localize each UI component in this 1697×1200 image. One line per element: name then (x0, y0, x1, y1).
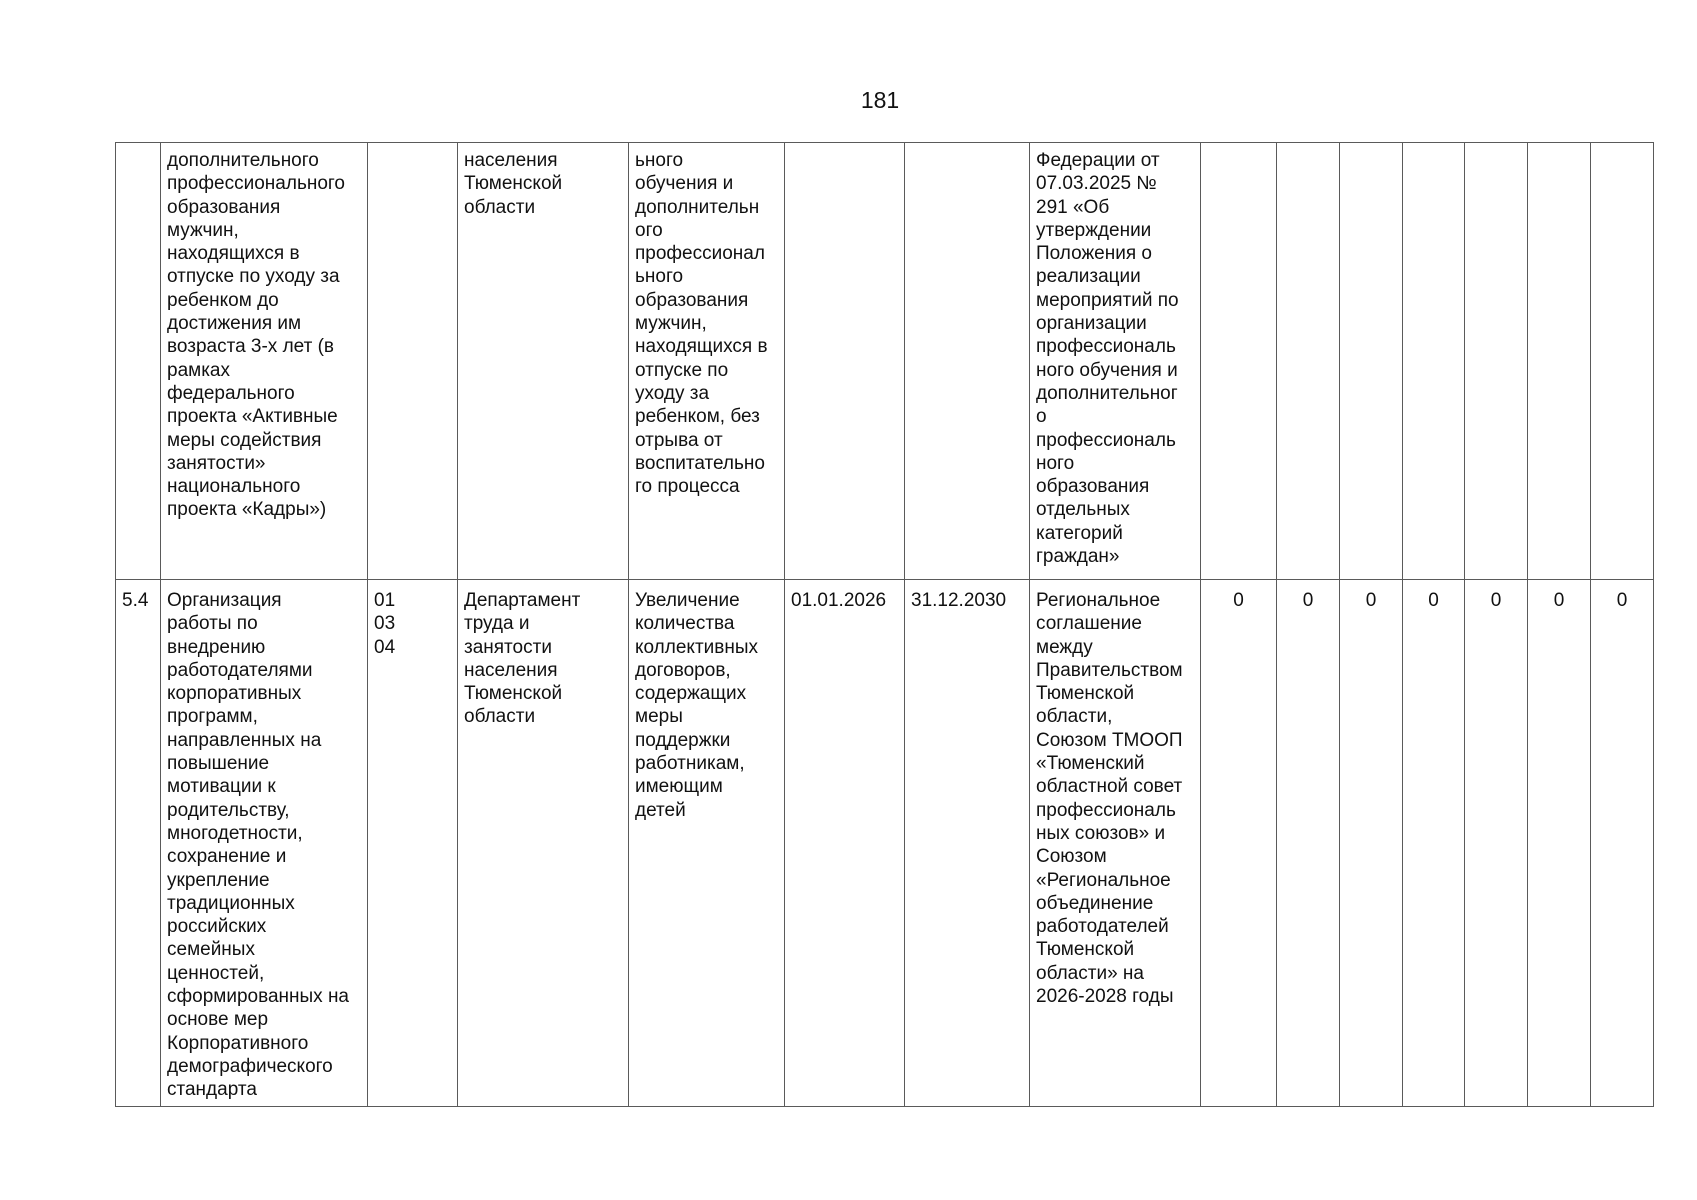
cell-start-date (785, 143, 905, 580)
cell-value: 0 (1465, 580, 1528, 1107)
cell-text-line: традиционных (167, 892, 295, 914)
cell-text-line: воспитательно (635, 452, 765, 474)
cell-text-line: организации (1036, 313, 1147, 335)
cell-text-line: областной совет (1036, 776, 1183, 798)
cell-text-line: населения (464, 659, 558, 681)
cell-text-line: 01 (374, 590, 396, 611)
cell-text-line: ных союзов» и (1036, 822, 1166, 844)
cell-text-line: соглашение (1036, 613, 1142, 635)
cell-text-line: Тюменской (464, 683, 563, 705)
cell-text-line: ного (1036, 452, 1075, 474)
cell-end-date: 31.12.2030 (905, 580, 1030, 1107)
cell-text-line: «Региональное (1036, 869, 1171, 891)
cell-text-line: работодателями (167, 659, 313, 681)
cell-text-line: Увеличение (635, 590, 740, 611)
cell-text-line: отрыва от (635, 429, 723, 451)
cell-text-line: труда и (464, 613, 530, 635)
cell-text-line: обучения и (635, 173, 734, 195)
cell-text-line: области, (1036, 706, 1113, 728)
cell-text-line: 2026-2028 годы (1036, 986, 1174, 1008)
cell-text-line: образования (1036, 476, 1150, 498)
cell-text-line: профессиональ (1036, 429, 1176, 451)
cell-text-line: профессиональ (1036, 799, 1176, 821)
cell-text-line: национального (167, 476, 301, 498)
cell-text-line: населения (464, 150, 558, 171)
cell-expected-result (629, 580, 785, 1107)
cell-text-line: находящихся в (167, 243, 300, 265)
cell-text-line: области» на (1036, 962, 1144, 984)
cell-text-line: количества (635, 613, 735, 635)
cell-legal-basis (1030, 580, 1201, 1107)
cell-text-line: программ, (167, 706, 258, 728)
cell-text-line: области (464, 196, 536, 218)
cell-text-line: семейных (167, 939, 255, 961)
cell-text-line: профессионального (167, 173, 345, 195)
cell-measure-name (161, 580, 368, 1107)
cell-value (1465, 143, 1528, 580)
cell-text-line: профессионал (635, 243, 765, 265)
cell-text-line: Организация (167, 590, 282, 611)
cell-text-line: между (1036, 636, 1093, 658)
cell-text-line: о (1036, 406, 1047, 428)
cell-text-line: возраста 3-х лет (в (167, 336, 335, 358)
table-row-continuation (116, 143, 1654, 580)
cell-value (1201, 143, 1277, 580)
cell-text-line: ребенком до (167, 289, 279, 311)
cell-text-line: объединение (1036, 892, 1154, 914)
cell-executor (458, 580, 629, 1107)
cell-text-line: рамках (167, 359, 230, 381)
cell-text-line: граждан» (1036, 546, 1120, 568)
cell-text-line: сформированных на (167, 986, 350, 1008)
cell-value (1591, 143, 1654, 580)
cell-text-line: меры (635, 706, 683, 728)
cell-text-line: договоров, (635, 659, 731, 681)
cell-text-line: ценностей, (167, 962, 265, 984)
cell-text-line: Федерации от (1036, 150, 1160, 171)
cell-text-line: Союзом (1036, 846, 1107, 868)
cell-text-line: основе мер (167, 1009, 269, 1031)
cell-text-line: ьного (635, 150, 684, 171)
cell-text-line: многодетности, (167, 822, 303, 844)
cell-text-line: утверждении (1036, 219, 1152, 241)
cell-text-line: направленных на (167, 729, 322, 751)
cell-legal-basis (1030, 143, 1201, 580)
cell-value: 0 (1277, 580, 1340, 1107)
cell-text-line: Тюменской (1036, 939, 1135, 961)
cell-text-line: отпуске по уходу за (167, 266, 340, 288)
cell-text-line: содержащих (635, 683, 747, 705)
cell-text-line: Департамент (464, 590, 581, 611)
cell-text-line: достижения им (167, 313, 302, 335)
cell-text-line: 03 (374, 613, 396, 635)
cell-text-line: проекта «Активные (167, 406, 338, 428)
cell-text-line: занятости» (167, 452, 266, 474)
cell-text-line: сохранение и (167, 846, 287, 868)
cell-text-line: внедрению (167, 636, 266, 658)
cell-text-line: образования (635, 289, 749, 311)
cell-value: 0 (1201, 580, 1277, 1107)
cell-text-line: 07.03.2025 № (1036, 173, 1157, 195)
cell-start-date: 01.01.2026 (785, 580, 905, 1107)
cell-text-line: реализации (1036, 266, 1141, 288)
cell-value: 0 (1403, 580, 1465, 1107)
cell-text-line: коллективных (635, 636, 758, 658)
cell-text-line: российских (167, 916, 267, 938)
cell-text-line: Правительством (1036, 659, 1183, 681)
cell-text-line: мероприятий по (1036, 289, 1179, 311)
cell-text-line: занятости (464, 636, 552, 658)
cell-text-line: ного обучения и (1036, 359, 1178, 381)
cell-text-line: Корпоративного (167, 1032, 309, 1054)
table-row-5-4 (116, 580, 1654, 1107)
cell-text-line: ребенком, без (635, 406, 760, 428)
cell-value: 0 (1591, 580, 1654, 1107)
cell-text-line: демографического (167, 1055, 333, 1077)
cell-end-date (905, 143, 1030, 580)
page-number: 181 (860, 87, 900, 113)
cell-text-line: дополнительног (1036, 382, 1178, 404)
cell-text-line: проекта «Кадры») (167, 499, 327, 521)
cell-value: 0 (1340, 580, 1403, 1107)
cell-text-line: мужчин, (167, 219, 239, 241)
cell-number: 5.4 (116, 580, 161, 1107)
cell-value (1277, 143, 1340, 580)
cell-text-line: поддержки (635, 729, 731, 751)
cell-text-line: отдельных (1036, 499, 1130, 521)
cell-number (116, 143, 161, 580)
cell-measure-name (161, 143, 368, 580)
cell-expected-result (629, 143, 785, 580)
cell-text-line: работы по (167, 613, 258, 635)
cell-text-line: федерального (167, 382, 295, 404)
cell-text-line: имеющим (635, 776, 723, 798)
cell-text-line: корпоративных (167, 683, 302, 705)
cell-text-line: работникам, (635, 753, 745, 775)
cell-value (1528, 143, 1591, 580)
cell-text-line: Тюменской (464, 173, 563, 195)
cell-executor (458, 143, 629, 580)
cell-text-line: дополнительн (635, 196, 760, 218)
cell-text-line: области (464, 706, 536, 728)
cell-text-line: Тюменской (1036, 683, 1135, 705)
cell-text-line: находящихся в (635, 336, 768, 358)
cell-text-line: уходу за (635, 382, 710, 404)
cell-text-line: 04 (374, 636, 396, 658)
cell-text-line: стандарта (167, 1079, 257, 1101)
cell-text-line: работодателей (1036, 916, 1169, 938)
cell-text-line: ьного (635, 266, 684, 288)
cell-text-line: Положения о (1036, 243, 1152, 265)
cell-text-line: ого (635, 219, 663, 241)
cell-text-line: профессиональ (1036, 336, 1176, 358)
cell-text-line: меры содействия (167, 429, 322, 451)
cell-codes (368, 580, 458, 1107)
measures-table (115, 142, 1654, 1107)
cell-codes (368, 143, 458, 580)
cell-text-line: повышение (167, 753, 270, 775)
cell-text-line: детей (635, 799, 686, 821)
cell-text-line: дополнительного (167, 150, 319, 171)
cell-value (1403, 143, 1465, 580)
cell-text-line: «Тюменский (1036, 753, 1145, 775)
cell-text-line: 291 «Об (1036, 196, 1110, 218)
cell-text-line: мотивации к (167, 776, 276, 798)
cell-text-line: Региональное (1036, 590, 1161, 611)
cell-text-line: образования (167, 196, 281, 218)
cell-text-line: мужчин, (635, 313, 707, 335)
cell-text-line: отпуске по (635, 359, 729, 381)
cell-text-line: родительству, (167, 799, 290, 821)
cell-text-line: укрепление (167, 869, 270, 891)
cell-text-line: го процесса (635, 476, 740, 498)
cell-text-line: категорий (1036, 522, 1123, 544)
cell-text-line: Союзом ТМООП (1036, 729, 1183, 751)
cell-value (1340, 143, 1403, 580)
cell-value: 0 (1528, 580, 1591, 1107)
